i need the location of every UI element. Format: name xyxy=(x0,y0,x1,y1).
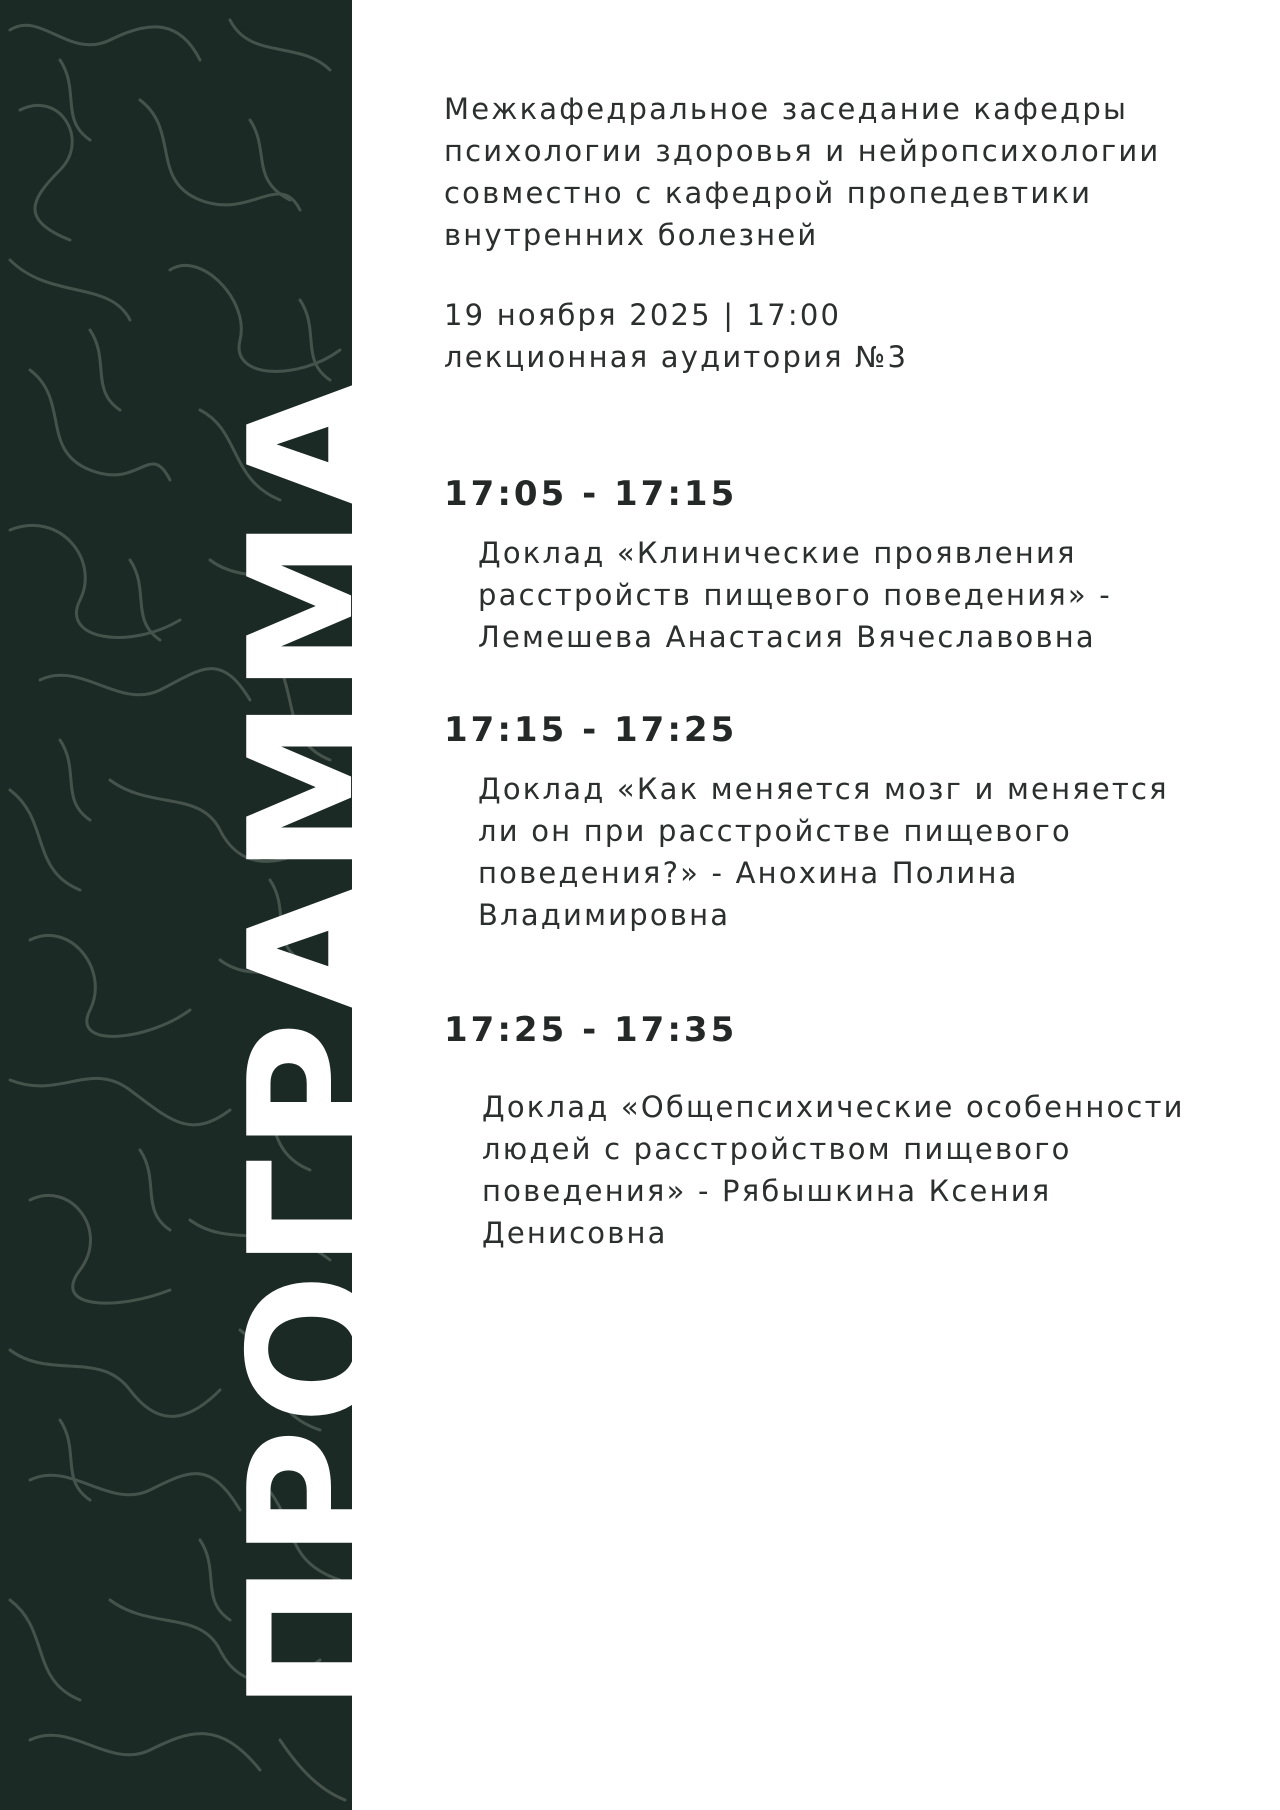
event-date-time: 19 ноября 2025 | 17:00 xyxy=(444,298,842,332)
program-list xyxy=(444,474,1244,1254)
program-item-talk: Доклад «Клинические проявления расстройств пищевого поведения» - Лемешева Анастасия Вячеславовна xyxy=(478,536,1112,654)
program-item-time: 17:05 - 17:15 xyxy=(444,474,738,514)
main-content xyxy=(444,88,1244,1254)
program-item-time: 17:15 - 17:25 xyxy=(444,710,738,750)
event-intro: Межкафедральное заседание кафедры психологии здоровья и нейропсихологии совместно с кафедрой пропедевтики внутренних болезней xyxy=(444,92,1161,252)
event-details xyxy=(444,294,1244,378)
program-item-talk: Доклад «Общепсихические особенности людей с расстройством пищевого поведения» - Рябышкина Ксения Денисовна xyxy=(482,1090,1185,1250)
program-title: ПРОГРАММА xyxy=(211,371,418,1712)
side-panel xyxy=(0,0,418,1810)
program-item xyxy=(444,474,1244,658)
event-location: лекционная аудитория №3 xyxy=(444,340,909,374)
program-item-talk: Доклад «Как меняется мозг и меняется ли он при расстройстве пищевого поведения?» - Анохина Полина Владимировна xyxy=(478,772,1169,932)
program-item-time: 17:25 - 17:35 xyxy=(444,1010,738,1050)
program-item xyxy=(444,1010,1244,1254)
program-item xyxy=(444,710,1244,936)
